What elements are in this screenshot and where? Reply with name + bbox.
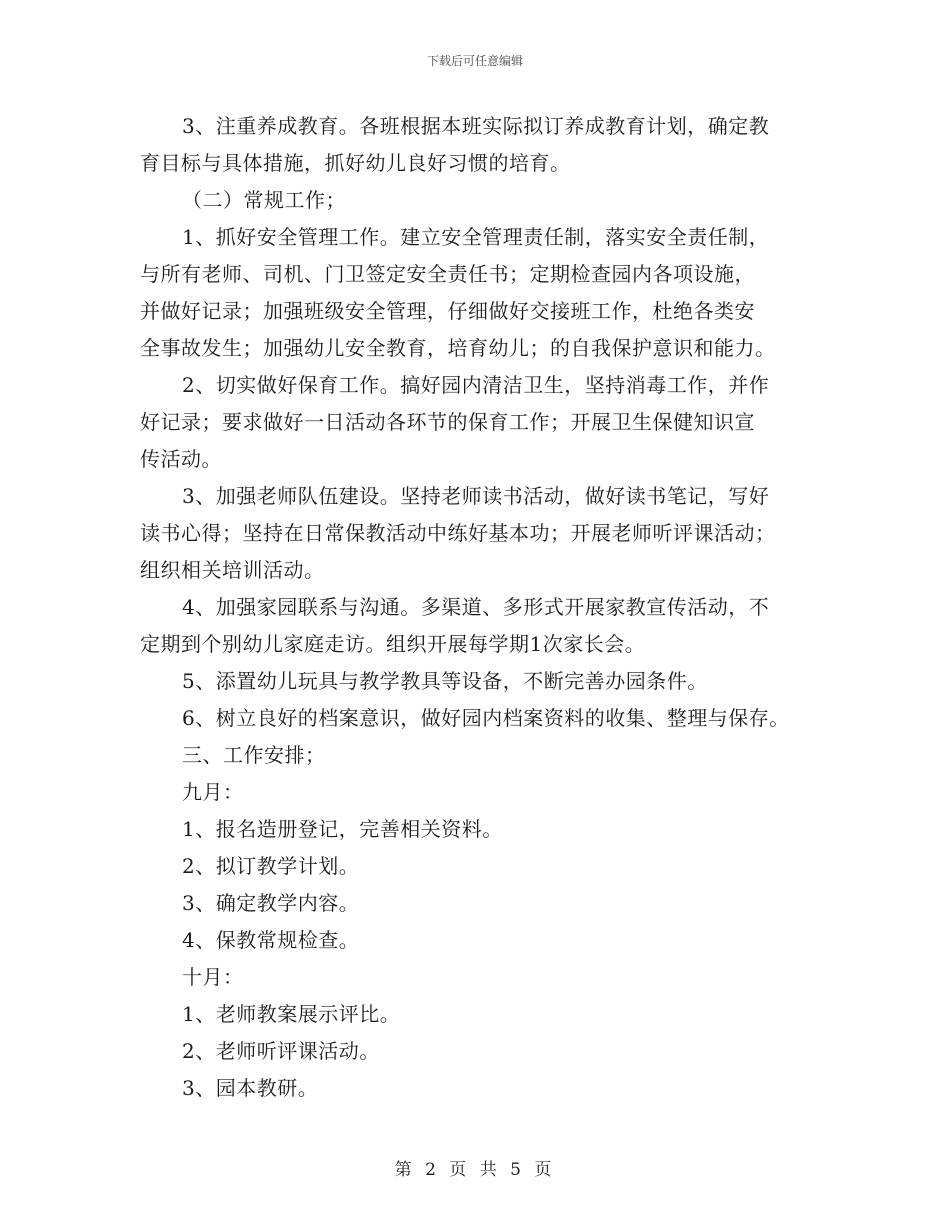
text-line: 并做好记录；加强班级安全管理，仔细做好交接班工作，杜绝各类安 — [140, 299, 755, 323]
list-item: 2、拟订教学计划。 — [182, 854, 360, 878]
month-heading: 九月： — [182, 780, 244, 804]
list-item: 3、确定教学内容。 — [182, 891, 360, 915]
text-line: 育目标与具体措施，抓好幼儿良好习惯的培育。 — [140, 151, 571, 175]
text-line: 5、添置幼儿玩具与教学教具等设备，不断完善办园条件。 — [182, 669, 708, 693]
page-footer: 第 2 页 共 5 页 — [394, 1160, 556, 1180]
text-line: 3、加强老师队伍建设。坚持老师读书活动，做好读书笔记，写好 — [182, 484, 770, 508]
text-line: 定期到个别幼儿家庭走访。组织开展每学期1次家长会。 — [140, 632, 646, 656]
list-item: 1、报名造册登记，完善相关资料。 — [182, 817, 503, 841]
text-line: 好记录；要求做好一日活动各环节的保育工作；开展卫生保健知识宣 — [140, 410, 755, 434]
list-item: 4、保教常规检查。 — [182, 928, 360, 952]
section-heading: 三、工作安排； — [182, 743, 326, 767]
list-item: 3、园本教研。 — [182, 1076, 319, 1100]
list-item: 2、老师听评课活动。 — [182, 1039, 380, 1063]
text-line: 3、注重养成教育。各班根据本班实际拟订养成教育计划，确定教 — [182, 114, 770, 138]
page-header: 下载后可任意编辑 — [426, 54, 523, 68]
text-line: 2、切实做好保育工作。搞好园内清洁卫生，坚持消毒工作，并作 — [182, 373, 770, 397]
text-line: 与所有老师、司机、门卫签定安全责任书；定期检查园内各项设施， — [140, 262, 755, 286]
text-line: 全事故发生；加强幼儿安全教育，培育幼儿；的自我保护意识和能力。 — [140, 336, 776, 360]
document-body — [140, 108, 820, 1107]
text-line: 6、树立良好的档案意识，做好园内档案资料的收集、整理与保存。 — [182, 706, 790, 730]
list-item: 1、老师教案展示评比。 — [182, 1002, 401, 1026]
text-line: 组织相关培训活动。 — [140, 558, 325, 582]
text-line: 传活动。 — [140, 447, 222, 471]
text-line: （二）常规工作； — [182, 188, 346, 212]
text-line: 4、加强家园联系与沟通。多渠道、多形式开展家教宣传活动，不 — [182, 595, 770, 619]
text-line: 1、抓好安全管理工作。建立安全管理责任制，落实安全责任制， — [182, 225, 770, 249]
month-heading: 十月： — [182, 965, 244, 989]
text-line: 读书心得；坚持在日常保教活动中练好基本功；开展老师听评课活动； — [140, 521, 776, 545]
